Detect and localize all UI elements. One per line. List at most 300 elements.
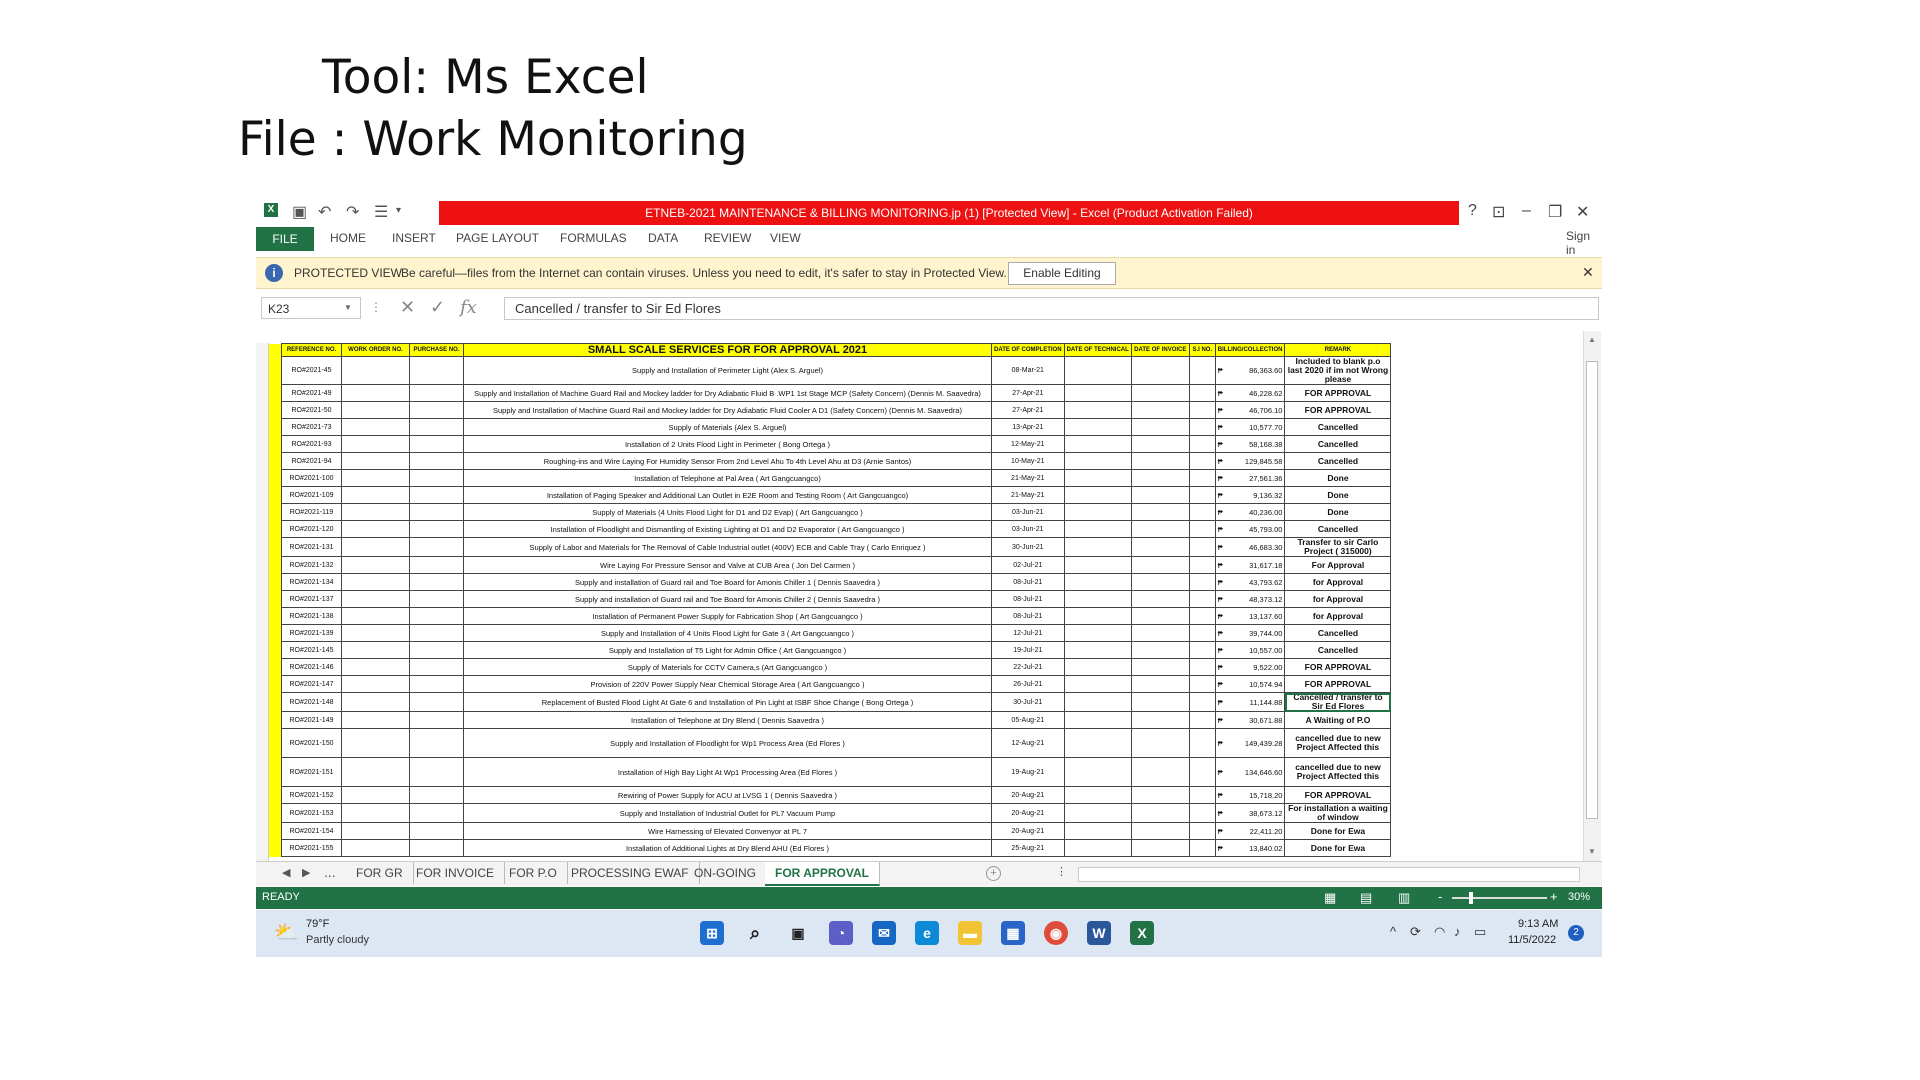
cell-work-order[interactable]: [342, 470, 410, 487]
cell-date-technical[interactable]: [1064, 823, 1131, 840]
cell-date-completion[interactable]: 05-Aug-21: [992, 712, 1065, 729]
cell-si-no[interactable]: [1189, 729, 1215, 758]
cell-description[interactable]: Installation of Additional Lights at Dry Blend AHU (Ed Flores ): [464, 840, 992, 857]
cell-description[interactable]: Installation of Paging Speaker and Additional Lan Outlet in E2E Room and Testing Room ( Art Gangcuangco): [464, 487, 992, 504]
cell-work-order[interactable]: [342, 804, 410, 823]
cell-date-invoice[interactable]: [1131, 557, 1189, 574]
cell-description[interactable]: Supply and Installation of Industrial Outlet for PL7 Vacuum Pump: [464, 804, 992, 823]
header-date-technical[interactable]: DATE OF TECHNICAL: [1064, 344, 1131, 357]
close-button[interactable]: ✕: [1576, 204, 1590, 221]
cell-date-completion[interactable]: 21-May-21: [992, 470, 1065, 487]
cell-billing[interactable]: [1215, 538, 1285, 557]
header-date-completion[interactable]: DATE OF COMPLETION: [992, 344, 1065, 357]
cell-date-completion[interactable]: 20-Aug-21: [992, 787, 1065, 804]
cell-reference[interactable]: RO#2021-150: [282, 729, 342, 758]
page-break-icon[interactable]: ▥: [1398, 890, 1411, 905]
cell-si-no[interactable]: [1189, 402, 1215, 419]
cell-si-no[interactable]: [1189, 676, 1215, 693]
cell-date-completion[interactable]: 19-Aug-21: [992, 758, 1065, 787]
cell-billing[interactable]: [1215, 385, 1285, 402]
cell-date-technical[interactable]: [1064, 436, 1131, 453]
cell-purchase[interactable]: [410, 453, 464, 470]
cell-si-no[interactable]: [1189, 693, 1215, 712]
cell-purchase[interactable]: [410, 676, 464, 693]
cell-purchase[interactable]: [410, 625, 464, 642]
cell-date-invoice[interactable]: [1131, 693, 1189, 712]
cell-description[interactable]: Supply and Installation of Machine Guard Rail and Mockey ladder for Dry Adiabatic Fluid B .WP1 1st Stage MCP (Safety Concern) (Dennis M. Saavedra): [464, 385, 992, 402]
normal-view-icon[interactable]: ▦: [1324, 890, 1337, 905]
cell-reference[interactable]: RO#2021-149: [282, 712, 342, 729]
cell-si-no[interactable]: [1189, 419, 1215, 436]
cell-work-order[interactable]: [342, 538, 410, 557]
cell-reference[interactable]: RO#2021-155: [282, 840, 342, 857]
cell-billing[interactable]: [1215, 574, 1285, 591]
cell-date-invoice[interactable]: [1131, 538, 1189, 557]
cell-work-order[interactable]: [342, 676, 410, 693]
cell-date-completion[interactable]: 08-Jul-21: [992, 574, 1065, 591]
cell-reference[interactable]: RO#2021-94: [282, 453, 342, 470]
cell-date-completion[interactable]: 12-May-21: [992, 436, 1065, 453]
zoom-in-button[interactable]: +: [1550, 889, 1558, 904]
cell-billing[interactable]: [1215, 470, 1285, 487]
cell-si-no[interactable]: [1189, 470, 1215, 487]
cell-date-technical[interactable]: [1064, 557, 1131, 574]
cell-reference[interactable]: RO#2021-73: [282, 419, 342, 436]
cell-date-technical[interactable]: [1064, 659, 1131, 676]
header-remark[interactable]: REMARK: [1285, 344, 1391, 357]
tab-data[interactable]: DATA: [648, 231, 679, 245]
cell-remark[interactable]: Done: [1285, 470, 1391, 487]
worksheet-grid[interactable]: [256, 331, 1602, 861]
cell-description[interactable]: Installation of Floodlight and Dismantling of Existing Lighting at D1 and D2 Evaporator ( Art Gangcuangco ): [464, 521, 992, 538]
cell-date-invoice[interactable]: [1131, 676, 1189, 693]
cell-date-completion[interactable]: 20-Aug-21: [992, 823, 1065, 840]
cell-description[interactable]: Replacement of Busted Flood Light At Gate 6 and Installation of Pin Light at ISBF Shoe Change ( Bong Ortega ): [464, 693, 992, 712]
tab-formulas[interactable]: FORMULAS: [560, 231, 627, 245]
sheet-tab-for-approval[interactable]: FOR APPROVAL: [765, 862, 880, 886]
cell-billing[interactable]: [1215, 676, 1285, 693]
cell-billing[interactable]: [1215, 591, 1285, 608]
cell-date-invoice[interactable]: [1131, 470, 1189, 487]
cell-date-technical[interactable]: [1064, 787, 1131, 804]
cell-remark[interactable]: Cancelled: [1285, 419, 1391, 436]
cell-work-order[interactable]: [342, 385, 410, 402]
cell-reference[interactable]: RO#2021-151: [282, 758, 342, 787]
cell-billing[interactable]: [1215, 729, 1285, 758]
cell-billing[interactable]: [1215, 402, 1285, 419]
cell-remark[interactable]: Done: [1285, 504, 1391, 521]
cell-remark[interactable]: Transfer to sir Carlo Project ( 315000): [1285, 538, 1391, 557]
cell-purchase[interactable]: [410, 436, 464, 453]
cell-billing[interactable]: [1215, 453, 1285, 470]
cell-description[interactable]: Wire Laying For Pressure Sensor and Valve at CUB Area ( Jon Del Carmen ): [464, 557, 992, 574]
cell-purchase[interactable]: [410, 521, 464, 538]
header-work-order[interactable]: WORK ORDER NO.: [342, 344, 410, 357]
cell-work-order[interactable]: [342, 557, 410, 574]
touch-mode-icon[interactable]: ☰: [374, 204, 389, 221]
cell-work-order[interactable]: [342, 357, 410, 385]
volume-icon[interactable]: ♪: [1454, 924, 1461, 939]
cell-work-order[interactable]: [342, 840, 410, 857]
cell-date-technical[interactable]: [1064, 419, 1131, 436]
page-layout-icon[interactable]: ▤: [1360, 890, 1373, 905]
cell-purchase[interactable]: [410, 419, 464, 436]
cell-description[interactable]: Supply and Installation of 4 Units Flood Light for Gate 3 ( Art Gangcuangco ): [464, 625, 992, 642]
save-icon[interactable]: ▣: [292, 204, 308, 221]
cell-remark[interactable]: Cancelled: [1285, 453, 1391, 470]
enable-editing-button[interactable]: Enable Editing: [1008, 262, 1116, 285]
cell-date-invoice[interactable]: [1131, 385, 1189, 402]
cell-purchase[interactable]: [410, 385, 464, 402]
cell-remark[interactable]: Cancelled: [1285, 625, 1391, 642]
cell-remark[interactable]: FOR APPROVAL: [1285, 659, 1391, 676]
scroll-up-icon[interactable]: ▲: [1588, 335, 1596, 344]
chevron-up-icon[interactable]: ^: [1390, 924, 1397, 939]
cell-date-completion[interactable]: 12-Jul-21: [992, 625, 1065, 642]
cell-si-no[interactable]: [1189, 804, 1215, 823]
cell-si-no[interactable]: [1189, 521, 1215, 538]
cell-reference[interactable]: RO#2021-93: [282, 436, 342, 453]
cell-description[interactable]: Supply and installation of Guard rail and Toe Board for Amonis Chiller 2 ( Dennis Saavedra ): [464, 591, 992, 608]
cell-date-technical[interactable]: [1064, 712, 1131, 729]
cell-remark[interactable]: For installation a waiting of window: [1285, 804, 1391, 823]
cell-purchase[interactable]: [410, 357, 464, 385]
cell-si-no[interactable]: [1189, 557, 1215, 574]
cell-remark[interactable]: A Waiting of P.O: [1285, 712, 1391, 729]
maximize-button[interactable]: ❐: [1548, 204, 1563, 221]
cell-remark[interactable]: Included to blank p.o last 2020 if im not Wrong please: [1285, 357, 1391, 385]
formula-input[interactable]: Cancelled / transfer to Sir Ed Flores: [504, 297, 1599, 320]
cell-purchase[interactable]: [410, 574, 464, 591]
cell-purchase[interactable]: [410, 693, 464, 712]
cell-purchase[interactable]: [410, 712, 464, 729]
sheet-tab-for-po[interactable]: FOR P.O: [499, 862, 568, 884]
cell-date-completion[interactable]: 30-Jun-21: [992, 538, 1065, 557]
cell-date-completion[interactable]: 25-Aug-21: [992, 840, 1065, 857]
cell-date-invoice[interactable]: [1131, 608, 1189, 625]
cell-date-completion[interactable]: 13-Apr-21: [992, 419, 1065, 436]
cell-si-no[interactable]: [1189, 787, 1215, 804]
header-si-no[interactable]: S.I NO.: [1189, 344, 1215, 357]
cell-remark[interactable]: for Approval: [1285, 608, 1391, 625]
cell-si-no[interactable]: [1189, 608, 1215, 625]
cell-date-completion[interactable]: 26-Jul-21: [992, 676, 1065, 693]
cell-si-no[interactable]: [1189, 642, 1215, 659]
undo-icon[interactable]: ↶: [318, 204, 332, 221]
cell-date-completion[interactable]: 27-Apr-21: [992, 385, 1065, 402]
cell-remark[interactable]: FOR APPROVAL: [1285, 385, 1391, 402]
cell-date-technical[interactable]: [1064, 538, 1131, 557]
cell-date-invoice[interactable]: [1131, 504, 1189, 521]
cell-work-order[interactable]: [342, 487, 410, 504]
header-billing[interactable]: BILLING/COLLECTION: [1215, 344, 1285, 357]
cell-date-completion[interactable]: 22-Jul-21: [992, 659, 1065, 676]
customize-qat-icon[interactable]: ▾: [396, 205, 402, 216]
cell-date-completion[interactable]: 19-Jul-21: [992, 642, 1065, 659]
cell-date-technical[interactable]: [1064, 840, 1131, 857]
cell-date-invoice[interactable]: [1131, 823, 1189, 840]
cell-description[interactable]: Supply and Installation of T5 Light for Admin Office ( Art Gangcuangco ): [464, 642, 992, 659]
cell-si-no[interactable]: [1189, 574, 1215, 591]
cell-work-order[interactable]: [342, 729, 410, 758]
cell-billing[interactable]: [1215, 758, 1285, 787]
cell-si-no[interactable]: [1189, 712, 1215, 729]
cell-date-invoice[interactable]: [1131, 591, 1189, 608]
cell-purchase[interactable]: [410, 608, 464, 625]
cell-date-invoice[interactable]: [1131, 840, 1189, 857]
cell-reference[interactable]: RO#2021-132: [282, 557, 342, 574]
cell-remark[interactable]: for Approval: [1285, 574, 1391, 591]
cell-date-completion[interactable]: 03-Jun-21: [992, 504, 1065, 521]
edge-icon[interactable]: e: [915, 921, 939, 945]
mail-icon[interactable]: ✉: [872, 921, 896, 945]
tab-file[interactable]: FILE: [256, 227, 314, 251]
cell-date-completion[interactable]: 20-Aug-21: [992, 804, 1065, 823]
cell-purchase[interactable]: [410, 402, 464, 419]
cell-reference[interactable]: RO#2021-145: [282, 642, 342, 659]
cell-remark[interactable]: Cancelled: [1285, 521, 1391, 538]
cell-date-completion[interactable]: 12-Aug-21: [992, 729, 1065, 758]
cell-remark[interactable]: FOR APPROVAL: [1285, 787, 1391, 804]
cell-purchase[interactable]: [410, 804, 464, 823]
cell-work-order[interactable]: [342, 402, 410, 419]
cell-work-order[interactable]: [342, 659, 410, 676]
cell-date-technical[interactable]: [1064, 470, 1131, 487]
cell-purchase[interactable]: [410, 591, 464, 608]
cell-date-completion[interactable]: 03-Jun-21: [992, 521, 1065, 538]
cell-reference[interactable]: RO#2021-134: [282, 574, 342, 591]
cell-si-no[interactable]: [1189, 659, 1215, 676]
cell-date-completion[interactable]: 10-May-21: [992, 453, 1065, 470]
cell-purchase[interactable]: [410, 729, 464, 758]
cell-description[interactable]: Rewiring of Power Supply for ACU at LVSG 1 ( Dennis Saavedra ): [464, 787, 992, 804]
cell-work-order[interactable]: [342, 453, 410, 470]
cell-reference[interactable]: RO#2021-45: [282, 357, 342, 385]
cell-description[interactable]: Roughing-ins and Wire Laying For Humidity Sensor From 2nd Level Ahu To 4th Level Ahu at D3 (Arnie Santos): [464, 453, 992, 470]
tab-view[interactable]: VIEW: [770, 231, 801, 245]
cell-billing[interactable]: [1215, 659, 1285, 676]
cell-work-order[interactable]: [342, 521, 410, 538]
cell-si-no[interactable]: [1189, 625, 1215, 642]
cell-date-technical[interactable]: [1064, 693, 1131, 712]
cell-si-no[interactable]: [1189, 504, 1215, 521]
cell-date-invoice[interactable]: [1131, 574, 1189, 591]
cell-date-technical[interactable]: [1064, 625, 1131, 642]
cell-work-order[interactable]: [342, 504, 410, 521]
zoom-out-button[interactable]: -: [1438, 889, 1443, 904]
tab-insert[interactable]: INSERT: [392, 231, 436, 245]
add-sheet-button[interactable]: +: [986, 866, 1001, 881]
cell-work-order[interactable]: [342, 787, 410, 804]
wifi-icon[interactable]: ◠: [1434, 924, 1446, 939]
cell-description[interactable]: Installation of Telephone at Pal Area ( Art Gangcuangco): [464, 470, 992, 487]
cell-reference[interactable]: RO#2021-138: [282, 608, 342, 625]
cell-date-technical[interactable]: [1064, 804, 1131, 823]
cell-billing[interactable]: [1215, 840, 1285, 857]
cell-purchase[interactable]: [410, 642, 464, 659]
chrome-icon[interactable]: ◉: [1044, 921, 1068, 945]
cell-remark[interactable]: For Approval: [1285, 557, 1391, 574]
cell-date-completion[interactable]: 30-Jul-21: [992, 693, 1065, 712]
cell-billing[interactable]: [1215, 693, 1285, 712]
cell-purchase[interactable]: [410, 787, 464, 804]
cell-date-technical[interactable]: [1064, 676, 1131, 693]
cell-si-no[interactable]: [1189, 487, 1215, 504]
cell-purchase[interactable]: [410, 538, 464, 557]
header-purchase[interactable]: PURCHASE NO.: [410, 344, 464, 357]
start-icon[interactable]: ⊞: [700, 921, 724, 945]
cell-billing[interactable]: [1215, 787, 1285, 804]
cell-billing[interactable]: [1215, 357, 1285, 385]
cell-description[interactable]: Wire Harnessing of Elevated Convenyor at PL 7: [464, 823, 992, 840]
sheet-tab-on-going[interactable]: ON-GOING: [684, 862, 767, 884]
cell-work-order[interactable]: [342, 574, 410, 591]
header-reference[interactable]: REFERENCE NO.: [282, 344, 342, 357]
cell-description[interactable]: Supply and installation of Guard rail and Toe Board for Amonis Chiller 1 ( Dennis Saavedra ): [464, 574, 992, 591]
cell-date-technical[interactable]: [1064, 608, 1131, 625]
cell-date-invoice[interactable]: [1131, 419, 1189, 436]
cell-reference[interactable]: RO#2021-154: [282, 823, 342, 840]
search-icon[interactable]: ⌕: [749, 923, 761, 943]
cell-si-no[interactable]: [1189, 758, 1215, 787]
cell-date-technical[interactable]: [1064, 402, 1131, 419]
scroll-thumb[interactable]: [1586, 361, 1598, 819]
cell-date-invoice[interactable]: [1131, 758, 1189, 787]
tab-home[interactable]: HOME: [330, 231, 366, 245]
vertical-scrollbar[interactable]: [1583, 331, 1601, 861]
cell-date-technical[interactable]: [1064, 758, 1131, 787]
cell-reference[interactable]: RO#2021-139: [282, 625, 342, 642]
sheet-nav-next[interactable]: ▶: [302, 867, 311, 879]
cell-si-no[interactable]: [1189, 357, 1215, 385]
cell-reference[interactable]: RO#2021-119: [282, 504, 342, 521]
minimize-button[interactable]: –: [1522, 202, 1531, 219]
cell-si-no[interactable]: [1189, 538, 1215, 557]
cell-date-invoice[interactable]: [1131, 487, 1189, 504]
zoom-level[interactable]: 30%: [1568, 891, 1591, 903]
cell-work-order[interactable]: [342, 625, 410, 642]
store-icon[interactable]: ▦: [1001, 921, 1025, 945]
cell-si-no[interactable]: [1189, 840, 1215, 857]
cell-work-order[interactable]: [342, 419, 410, 436]
cell-purchase[interactable]: [410, 487, 464, 504]
cell-date-invoice[interactable]: [1131, 402, 1189, 419]
task-view-icon[interactable]: ▣: [791, 925, 805, 941]
cell-reference[interactable]: RO#2021-49: [282, 385, 342, 402]
header-date-invoice[interactable]: DATE OF INVOICE: [1131, 344, 1189, 357]
cell-si-no[interactable]: [1189, 436, 1215, 453]
cell-date-invoice[interactable]: [1131, 712, 1189, 729]
scroll-down-icon[interactable]: ▼: [1588, 847, 1596, 856]
cell-date-completion[interactable]: 27-Apr-21: [992, 402, 1065, 419]
clock-time[interactable]: 9:13 AM: [1518, 918, 1559, 930]
cell-billing[interactable]: [1215, 625, 1285, 642]
cell-remark[interactable]: Cancelled / transfer to Sir Ed Flores: [1285, 693, 1391, 712]
cell-billing[interactable]: [1215, 436, 1285, 453]
cell-work-order[interactable]: [342, 608, 410, 625]
cell-remark[interactable]: Cancelled: [1285, 436, 1391, 453]
zoom-slider-thumb[interactable]: [1469, 892, 1473, 904]
cell-date-invoice[interactable]: [1131, 521, 1189, 538]
cell-date-technical[interactable]: [1064, 385, 1131, 402]
chevron-down-icon[interactable]: ▼: [344, 303, 352, 312]
cell-description[interactable]: Supply and Installation of Machine Guard Rail and Mockey ladder for Dry Adiabatic Fluid Cooler A D1 (Safety Concern) (Dennis M. Saavedra): [464, 402, 992, 419]
chat-icon[interactable]: ◔: [829, 921, 853, 945]
cell-remark[interactable]: FOR APPROVAL: [1285, 402, 1391, 419]
close-icon[interactable]: ✕: [1582, 264, 1594, 280]
cell-si-no[interactable]: [1189, 453, 1215, 470]
cell-date-technical[interactable]: [1064, 729, 1131, 758]
cell-purchase[interactable]: [410, 470, 464, 487]
cell-date-invoice[interactable]: [1131, 453, 1189, 470]
cell-work-order[interactable]: [342, 712, 410, 729]
cell-description[interactable]: Supply of Materials for CCTV Camera,s (Art Gangcuangco ): [464, 659, 992, 676]
name-box[interactable]: K23: [261, 297, 361, 319]
insert-function-icon[interactable]: fx: [460, 297, 477, 318]
cell-purchase[interactable]: [410, 823, 464, 840]
cell-work-order[interactable]: [342, 436, 410, 453]
cell-remark[interactable]: Done: [1285, 487, 1391, 504]
cell-date-invoice[interactable]: [1131, 436, 1189, 453]
sheet-tab-for-invoice[interactable]: FOR INVOICE: [406, 862, 505, 884]
cell-description[interactable]: Supply of Materials (Alex S. Arguel): [464, 419, 992, 436]
sheet-more[interactable]: ...: [324, 864, 336, 880]
cell-date-completion[interactable]: 02-Jul-21: [992, 557, 1065, 574]
cell-si-no[interactable]: [1189, 591, 1215, 608]
cell-date-completion[interactable]: 08-Mar-21: [992, 357, 1065, 385]
cell-date-technical[interactable]: [1064, 591, 1131, 608]
cell-date-technical[interactable]: [1064, 453, 1131, 470]
horizontal-scrollbar[interactable]: [1078, 867, 1580, 882]
cell-description[interactable]: Supply of Labor and Materials for The Removal of Cable Industrial outlet (400V) ECB and Cable Tray ( Carlo Enriquez ): [464, 538, 992, 557]
excel-taskbar-icon[interactable]: X: [1130, 921, 1154, 945]
cell-date-invoice[interactable]: [1131, 804, 1189, 823]
cell-billing[interactable]: [1215, 804, 1285, 823]
cell-date-technical[interactable]: [1064, 574, 1131, 591]
cell-work-order[interactable]: [342, 823, 410, 840]
row-headers[interactable]: [256, 343, 269, 861]
cell-work-order[interactable]: [342, 642, 410, 659]
file-explorer-icon[interactable]: ▬: [958, 921, 982, 945]
weather-icon[interactable]: ⛅: [274, 922, 299, 944]
sheet-tab-for-gr[interactable]: FOR GR: [346, 862, 414, 884]
enter-icon[interactable]: ✓: [430, 297, 446, 317]
zoom-slider[interactable]: [1452, 897, 1547, 899]
sheet-tab-processing-ewaf[interactable]: PROCESSING EWAF: [561, 862, 700, 884]
cell-description[interactable]: Provision of 220V Power Supply Near Chemical Storage Area ( Art Gangcuangco ): [464, 676, 992, 693]
cell-date-completion[interactable]: 21-May-21: [992, 487, 1065, 504]
cell-billing[interactable]: [1215, 642, 1285, 659]
cell-reference[interactable]: RO#2021-146: [282, 659, 342, 676]
cell-reference[interactable]: RO#2021-153: [282, 804, 342, 823]
cell-purchase[interactable]: [410, 659, 464, 676]
cell-date-technical[interactable]: [1064, 487, 1131, 504]
cell-billing[interactable]: [1215, 487, 1285, 504]
cell-reference[interactable]: RO#2021-147: [282, 676, 342, 693]
cell-billing[interactable]: [1215, 419, 1285, 436]
cell-date-invoice[interactable]: [1131, 659, 1189, 676]
cell-description[interactable]: Supply and Installation of Floodlight for Wp1 Process Area (Ed Flores ): [464, 729, 992, 758]
cell-remark[interactable]: Cancelled: [1285, 642, 1391, 659]
cell-reference[interactable]: RO#2021-100: [282, 470, 342, 487]
cell-remark[interactable]: Done for Ewa: [1285, 823, 1391, 840]
tab-page-layout[interactable]: PAGE LAYOUT: [456, 231, 539, 245]
redo-icon[interactable]: ↷: [346, 204, 360, 221]
cell-reference[interactable]: RO#2021-131: [282, 538, 342, 557]
cell-date-invoice[interactable]: [1131, 357, 1189, 385]
cell-billing[interactable]: [1215, 521, 1285, 538]
cell-purchase[interactable]: [410, 840, 464, 857]
